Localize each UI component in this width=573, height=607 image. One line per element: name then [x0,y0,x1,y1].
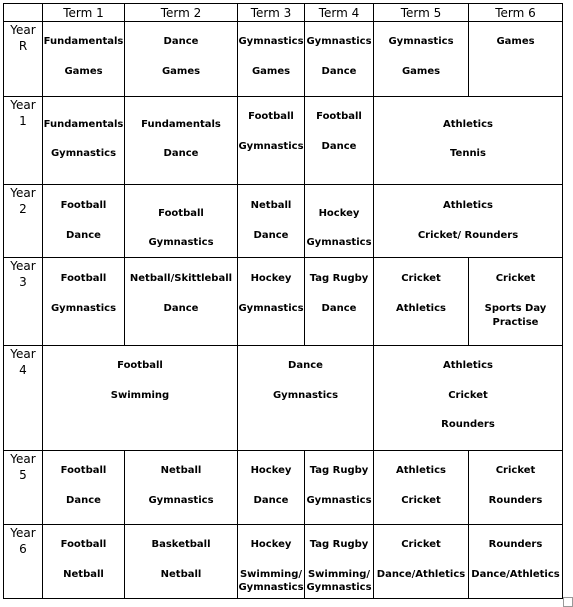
year-label: Year 5 [4,451,43,525]
activity-cell: Cricket Sports Day Practise [469,258,563,346]
activity-cell: Hockey Dance [238,451,305,525]
activity-cell: Gymnastics Games [374,22,469,97]
header-row [4,4,563,22]
activity-cell: Football Dance [43,451,125,525]
year-label: Year 6 [4,525,43,599]
activity-cell: Football Gymnastics [43,258,125,346]
term-header: Term 1 [43,4,125,22]
activity-cell: Dance Gymnastics [238,346,374,451]
activity-cell: Fundamentals Games [43,22,125,97]
activity-cell: Cricket Dance/Athletics [374,525,469,599]
year-label: Year 3 [4,258,43,346]
activity-cell: Football Dance [305,97,374,185]
activity-cell: Games [469,22,563,97]
activity-cell: Tag Rugby Dance [305,258,374,346]
term-header: Term 2 [125,4,238,22]
activity-cell: Basketball Netball [125,525,238,599]
activity-cell: Football Dance [43,185,125,258]
pe-curriculum-table [3,3,563,599]
term-header: Term 3 [238,4,305,22]
activity-cell: Tag Rugby Gymnastics [305,451,374,525]
year-row [4,346,563,451]
activity-cell: Hockey Swimming/ Gymnastics [238,525,305,599]
year-label: Year 2 [4,185,43,258]
year-row [4,451,563,525]
activity-cell: Tag Rugby Swimming/ Gymnastics [305,525,374,599]
year-row [4,525,563,599]
activity-cell: Netball/Skittleball Dance [125,258,238,346]
activity-cell: Netball Gymnastics [125,451,238,525]
activity-cell: Gymnastics Games [238,22,305,97]
activity-cell: Fundamentals Gymnastics [43,97,125,185]
activity-cell: Athletics Tennis [374,97,563,185]
term-header: Term 5 [374,4,469,22]
year-label: Year 1 [4,97,43,185]
activity-cell: Cricket Athletics [374,258,469,346]
activity-cell: Athletics Cricket Rounders [374,346,563,451]
year-label: Year R [4,22,43,97]
term-header: Term 4 [305,4,374,22]
activity-cell: Rounders Dance/Athletics [469,525,563,599]
activity-cell: Athletics Cricket [374,451,469,525]
header-corner-cell [4,4,43,22]
year-row [4,258,563,346]
activity-cell: Hockey Gymnastics [238,258,305,346]
year-row [4,97,563,185]
activity-cell: Fundamentals Dance [125,97,238,185]
activity-cell: Dance Games [125,22,238,97]
year-row [4,22,563,97]
activity-cell: Athletics Cricket/ Rounders [374,185,563,258]
activity-cell: Football Gymnastics [125,185,238,258]
activity-cell: Netball Dance [238,185,305,258]
year-label: Year 4 [4,346,43,451]
activity-cell: Gymnastics Dance [305,22,374,97]
term-header: Term 6 [469,4,563,22]
activity-cell: Cricket Rounders [469,451,563,525]
activity-cell: Football Netball [43,525,125,599]
activity-cell: Hockey Gymnastics [305,185,374,258]
activity-cell: Football Swimming [43,346,238,451]
year-row [4,185,563,258]
activity-cell: Football Gymnastics [238,97,305,185]
